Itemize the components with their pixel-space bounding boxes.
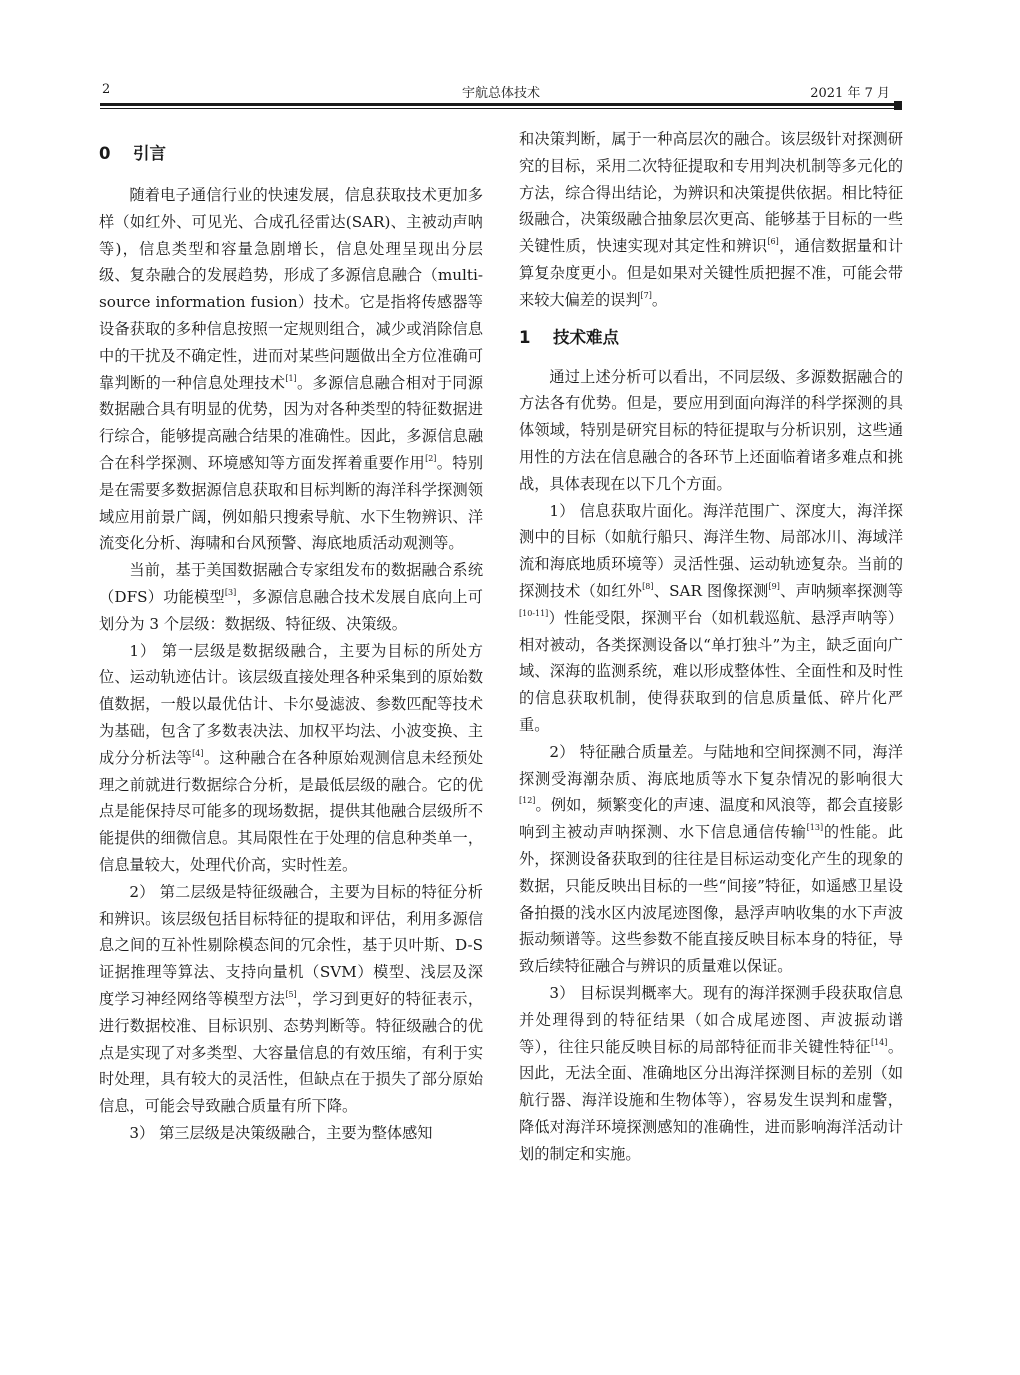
paragraph-text: 2） 特征融合质量差。与陆地和空间探测不同，海洋探测受海潮杂质、海底地质等水下复杂情况的影响很大 — [519, 742, 903, 788]
paragraph-text: 。因此，无法全面、准确地区分出海洋探测目标的差别（如航行器、海洋设施和生物体等），容易发生误判和虚警，降低对海洋环境探测感知的准确性，进而影响海洋活动计划的制定和实施。 — [519, 1037, 904, 1163]
paragraph-text: 的性能。此外，探测设备获取到的往往是目标运动变化产生的现象的数据，只能反映出目标的一些“间接”特征，如遥感卫星设备拍摄的浅水区内波尾迹图像，悬浮声呐收集的水下声波振动频谱等。这些参数不能直接反映目标本身的特征，导致后续特征融合与辨识的质量难以保证。 — [519, 823, 904, 976]
paragraph-text: 。特别是在需要多数据源信息获取和目标判断的海洋科学探测领域应用前景广阔，例如船只搜索导航、水下生物辨识、洋流变化分析、海啸和台风预警、海底地质活动观测等。 — [99, 453, 484, 553]
header-rule-thin — [100, 108, 900, 109]
paragraph-text: 。 — [651, 290, 668, 309]
section-heading-introduction — [99, 140, 483, 168]
page-number: 2 — [102, 82, 111, 97]
section-heading-technical-difficulties — [519, 324, 903, 352]
header-rule-end-mark — [894, 101, 902, 110]
left-column — [99, 140, 483, 1147]
citation: [10-11] — [519, 608, 549, 618]
citation: [9] — [768, 581, 780, 591]
section-title: 技术难点 — [553, 327, 619, 347]
paragraph — [99, 879, 483, 1120]
paragraph-text: 。例如，频繁变化的声速、温度和风浪等，都会直接影响到主被动声呐探测、水下信息通信传输 — [519, 796, 903, 842]
paragraph — [519, 498, 903, 739]
paragraph-continued — [519, 126, 903, 314]
citation: [12] — [519, 796, 536, 806]
paragraph — [519, 739, 903, 980]
citation: [8] — [642, 581, 654, 591]
section-number: 0 — [99, 144, 111, 163]
paragraph-text: ，通信数据量和计算复杂度更小。但是如果对关键性质把握不准，可能会带来较大偏差的误判 — [519, 237, 903, 309]
paragraph-text: 。这种融合在各种原始观测信息未经预处理之前就进行数据综合分析，是最低层级的融合。它的优点是能保持尽可能多的现场数据，提供其他融合层级所不能提供的细微信息。其局限性在于处理的信息种类单一，信息量较大，处理代价高，实时性差。 — [99, 748, 484, 874]
paragraph-text: 。多源信息融合相对于同源数据融合具有明显的优势，因为对各种类型的特征数据进行综合，能够提高融合结果的准确性。因此，多源信息融合在科学探测、环境感知等方面发挥着重要作用 — [99, 373, 483, 472]
running-header — [100, 82, 902, 102]
citation: [7] — [640, 290, 652, 300]
citation: [2] — [425, 453, 437, 463]
paragraph-text: ）性能受限，探测平台（如机载巡航、悬浮声呐等）相对被动，各类探测设备以“单打独斗”为主，缺乏面向广域、深海的监测系统，难以形成整体性、全面性和及时性的信息获取机制，使得获取到的信息质量低、碎片化严重。 — [519, 608, 903, 734]
paragraph-text: 随着电子通信行业的快速发展，信息获取技术更加多样（如红外、可见光、合成孔径雷达(SAR)、主被动声呐等)，信息类型和容量急剧增长，信息处理呈现出分层级、复杂融合的发展趋势，形成了多源信息融合（multi-source information fusion）技术。它是指将传感器等设备获取的多种信息按照一定规则组合，减少或消除信息中的干扰及不确定性，进而对某些问题做出全方位准确可靠判断的一种信息处理技术 — [99, 186, 483, 392]
section-number: 1 — [519, 327, 531, 347]
right-column — [519, 126, 903, 1167]
citation: [14] — [870, 1037, 888, 1047]
paragraph — [519, 980, 903, 1168]
paragraph-text: 、声呐频率探测等 — [779, 581, 904, 600]
paragraph: 通过上述分析可以看出，不同层级、多源数据融合的方法各有优势。但是，要应用到面向海洋的科学探测的具体领域，特别是研究目标的特征提取与分析识别，这些通用性的方法在信息融合的各环节上还面临着诸多难点和挑战，具体表现在以下几个方面。 — [519, 367, 903, 493]
citation: [4] — [192, 748, 204, 758]
paragraph — [99, 557, 483, 637]
paragraph: 3） 第三层级是决策级融合，主要为整体感知 — [129, 1123, 433, 1142]
paragraph-text: 和决策判断，属于一种高层次的融合。该层级针对探测研究的目标，采用二次特征提取和专用判决机制等多元化的方法，综合得出结论，为辨识和决策提供依据。相比特征级融合，决策级融合抽象层次更高、能够基于目标的一些关键性质，快速实现对其定性和辨识 — [519, 130, 903, 256]
paragraph-text: 2） 第二层级是特征级融合，主要为目标的特征分析和辨识。该层级包括目标特征的提取和评估，利用多源信息之间的互补性剔除模态间的冗余性，基于贝叶斯、D-S 证据推理等算法、支持向量机（SVM）模型、浅层及深度学习神经网络等模型方法 — [99, 882, 483, 1008]
journal-title: 宇航总体技术 — [461, 86, 540, 101]
citation: [5] — [285, 989, 297, 999]
paragraph-text: ，学习到更好的特征表示，进行数据校准、目标识别、态势判断等。特征级融合的优点是实现了对多类型、大容量信息的有效压缩，有利于实时处理，具有较大的灵活性，但缺点在于损失了部分原始信息，可能会导致融合质量有所下降。 — [99, 989, 483, 1116]
paragraph — [99, 182, 483, 557]
paragraph-text: 1） 信息获取片面化。海洋范围广、深度大，海洋探测中的目标（如航行船只、海洋生物、局部冰川、海域洋流和海底地质环境等）灵活性强、运动轨迹复杂。当前的探测技术（如红外 — [519, 501, 903, 600]
paragraph — [99, 638, 483, 879]
citation: [6] — [767, 237, 779, 247]
paragraph-text: 当前，基于美国数据融合专家组发布的数据融合系统（DFS）功能模型 — [99, 561, 483, 606]
citation: [3] — [224, 587, 237, 597]
paragraph-text: 1） 第一层级是数据级融合，主要为目标的所处方位、运动轨迹估计。该层级直接处理各种采集到的原始数值数据，一般以最优估计、卡尔曼滤波、参数匹配等技术为基础，包含了多数表决法、加权平均法、小波变换、主成分分析法等 — [99, 641, 483, 767]
section-title: 引言 — [133, 144, 166, 163]
issue-date: 2021 年 7 月 — [810, 86, 890, 101]
citation: [13] — [806, 823, 824, 833]
citation: [1] — [285, 373, 297, 383]
header-rule-thick — [100, 103, 900, 106]
paragraph-text: 、SAR 图像探测 — [653, 581, 769, 600]
paragraph-text: ，多源信息融合技术发展自底向上可划分为 3 个层级：数据级、特征级、决策级。 — [99, 587, 483, 633]
paragraph-text: 3） 目标误判概率大。现有的海洋探测手段获取信息并处理得到的特征结果（如合成尾迹图、声波振动谱等），往往只能反映目标的局部特征而非关键性特征 — [519, 983, 903, 1056]
